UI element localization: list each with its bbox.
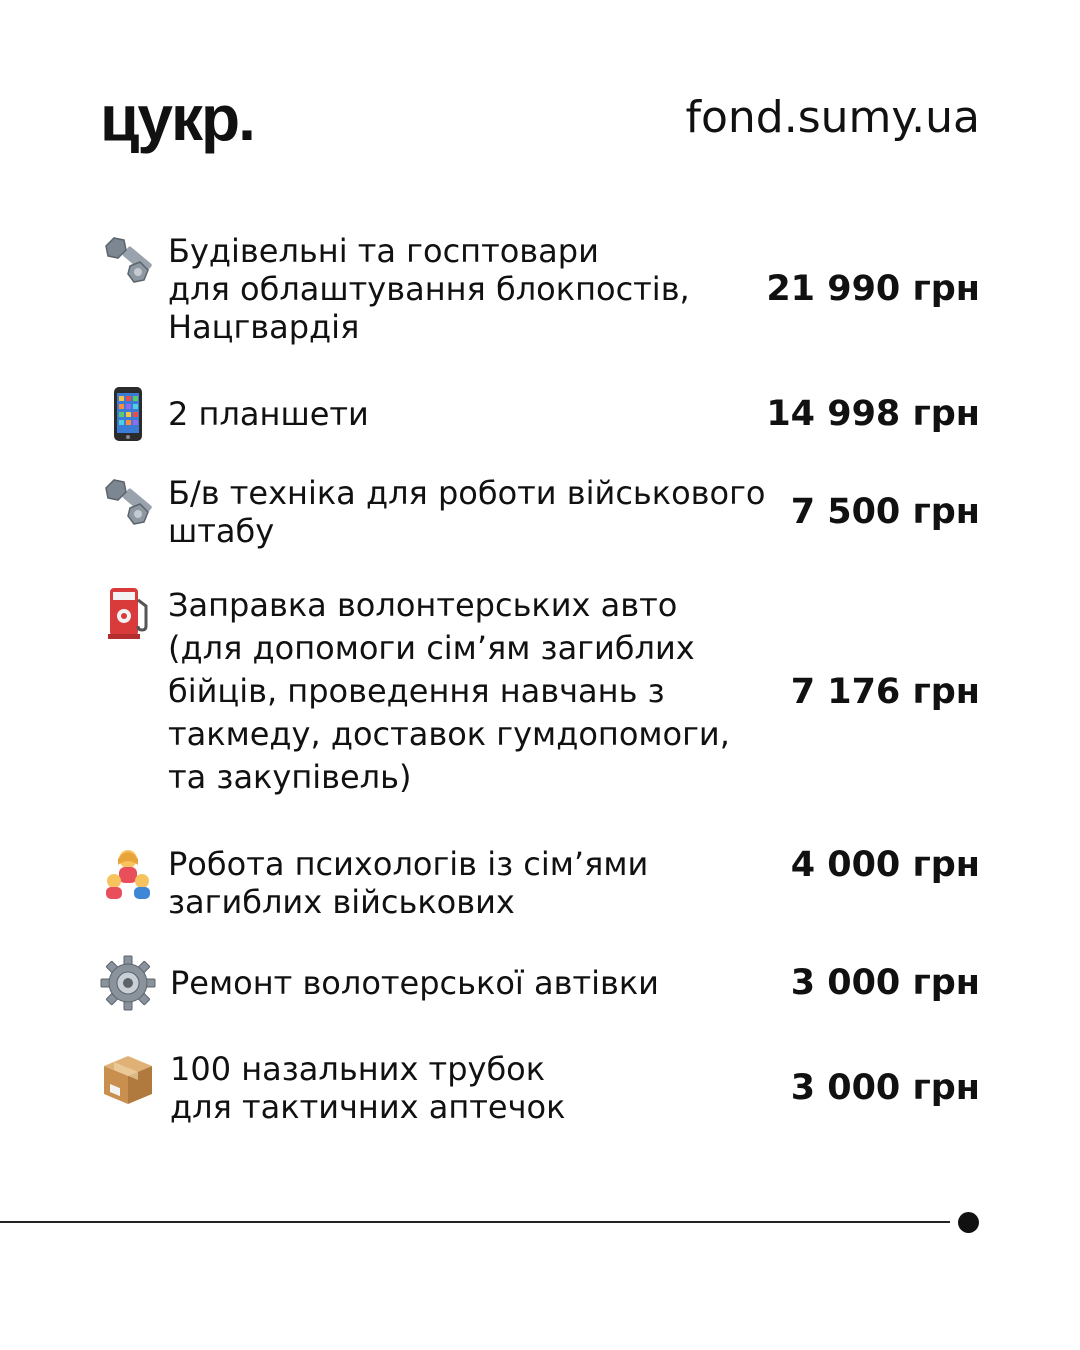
divider-dot [958, 1212, 979, 1233]
item-description: Робота психологів із сім’ями загиблих військових [168, 845, 649, 921]
fuel-pump-icon [100, 584, 156, 640]
gear-icon [100, 955, 156, 1011]
divider [0, 1221, 950, 1223]
list-item [100, 1050, 980, 1126]
item-amount: 4 000 грн [790, 845, 980, 885]
family-icon [100, 845, 156, 901]
item-amount: 7 500 грн [790, 492, 980, 532]
logo: цукр. [100, 82, 254, 154]
item-description: Заправка волонтерських авто (для допомоги сім’ям загиблих бійців, проведення навчань з такмеду, доставок гумдопомоги, та закупівель) [168, 586, 730, 796]
list-item [100, 845, 980, 921]
item-description: 100 назальних трубок для тактичних аптечок [170, 1050, 566, 1126]
item-amount: 3 000 грн [790, 1068, 980, 1108]
item-amount: 3 000 грн [790, 963, 980, 1003]
item-amount: 14 998 грн [766, 394, 980, 434]
item-description: Б/в техніка для роботи військового штабу [168, 474, 766, 550]
list-item [100, 232, 980, 346]
mobile-phone-icon [100, 386, 156, 442]
item-amount: 7 176 грн [790, 671, 980, 712]
list-item [100, 474, 980, 550]
list-item [100, 955, 980, 1011]
site-url[interactable]: fond.sumy.ua [685, 92, 980, 143]
item-description: Ремонт волотерської автівки [170, 964, 659, 1002]
item-description: Будівельні та госптовари для облаштування блокпостів, Нацгвардія [168, 232, 690, 346]
item-amount: 21 990 грн [766, 269, 980, 309]
package-icon [100, 1050, 156, 1106]
list-item [100, 386, 980, 442]
list-item [100, 584, 980, 799]
item-description: 2 планшети [168, 395, 369, 433]
nut-and-bolt-icon [100, 232, 156, 288]
nut-and-bolt-icon [100, 474, 156, 530]
